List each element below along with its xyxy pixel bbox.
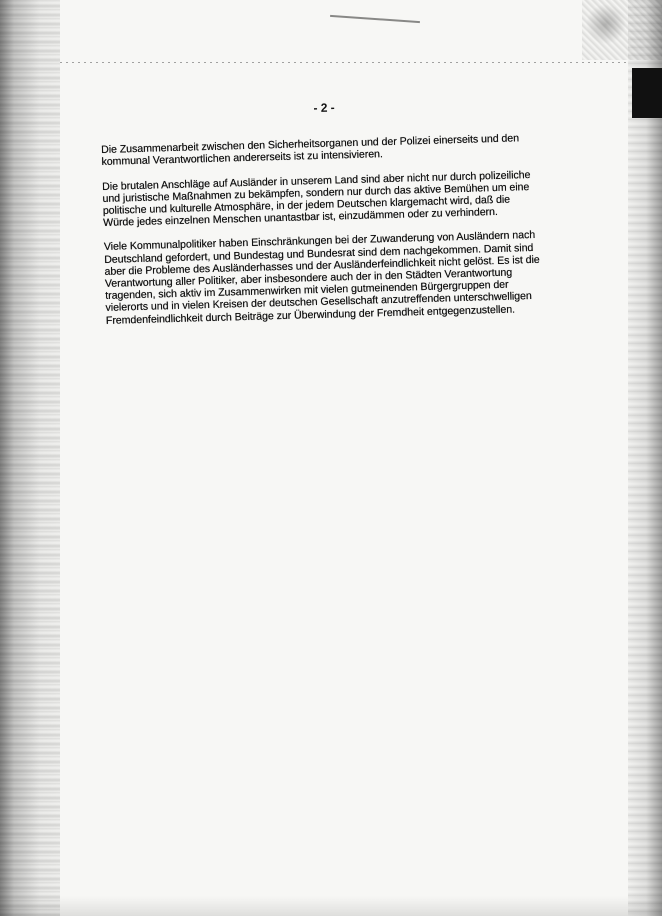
scan-right-edge-shadow [628,0,662,916]
scan-top-dotted-line [60,62,630,63]
scan-top-right-noise [582,0,662,60]
scan-bottom-edge [0,896,662,916]
paragraph-2: Die brutalen Anschläge auf Ausländer in unserem Land sind aber nicht nur durch polizeiliche und juristische Maßnahmen zu bekämpfen, sondern nur durch das aktive Bemühen um eine politische und kulturelle Atmosphäre, in der jedem Deutschen klargemacht wird, daß die Würde jedes einzelnen Menschen unantastbar ist, einzudämmen oder zu verhindern. [102,168,531,230]
paragraph-3: Viele Kommunalpolitiker haben Einschränkungen bei der Zuwanderung von Ausländern nach Deutschland gefordert, und Bundestag und Bundesrat sind dem nachgekommen. Damit sind aber die Probleme des Ausländerhasses und der Ausländerfeindlichkeit nicht gelöst. Es ist die Verantwortung aller Politiker, aber insbesondere auch der in den Städten Verantwortung tragenden, sich aktiv im Zusammenwirken mit vielen gutmeinenden Bürgergruppen der vielerorts und in vielen Kreisen der deutschen Gesellschaft anzutreffenden unterschwelligen Fremdenfeindlichkeit durch Beiträge zur Überwindung der Fremdheit entgegenzustellen. [103,229,540,327]
scan-left-margin-noise [0,0,60,916]
page-number: - 2 - [313,100,335,116]
paragraph-1: Die Zusammenarbeit zwischen den Sicherheitsorganen und der Polizei einerseits und den kommunal Verantwortlichen andererseits ist zu intensivieren. [101,132,520,169]
scan-top-streak [330,15,420,23]
document-body [100,96,546,339]
scan-right-black-mark [632,68,662,118]
